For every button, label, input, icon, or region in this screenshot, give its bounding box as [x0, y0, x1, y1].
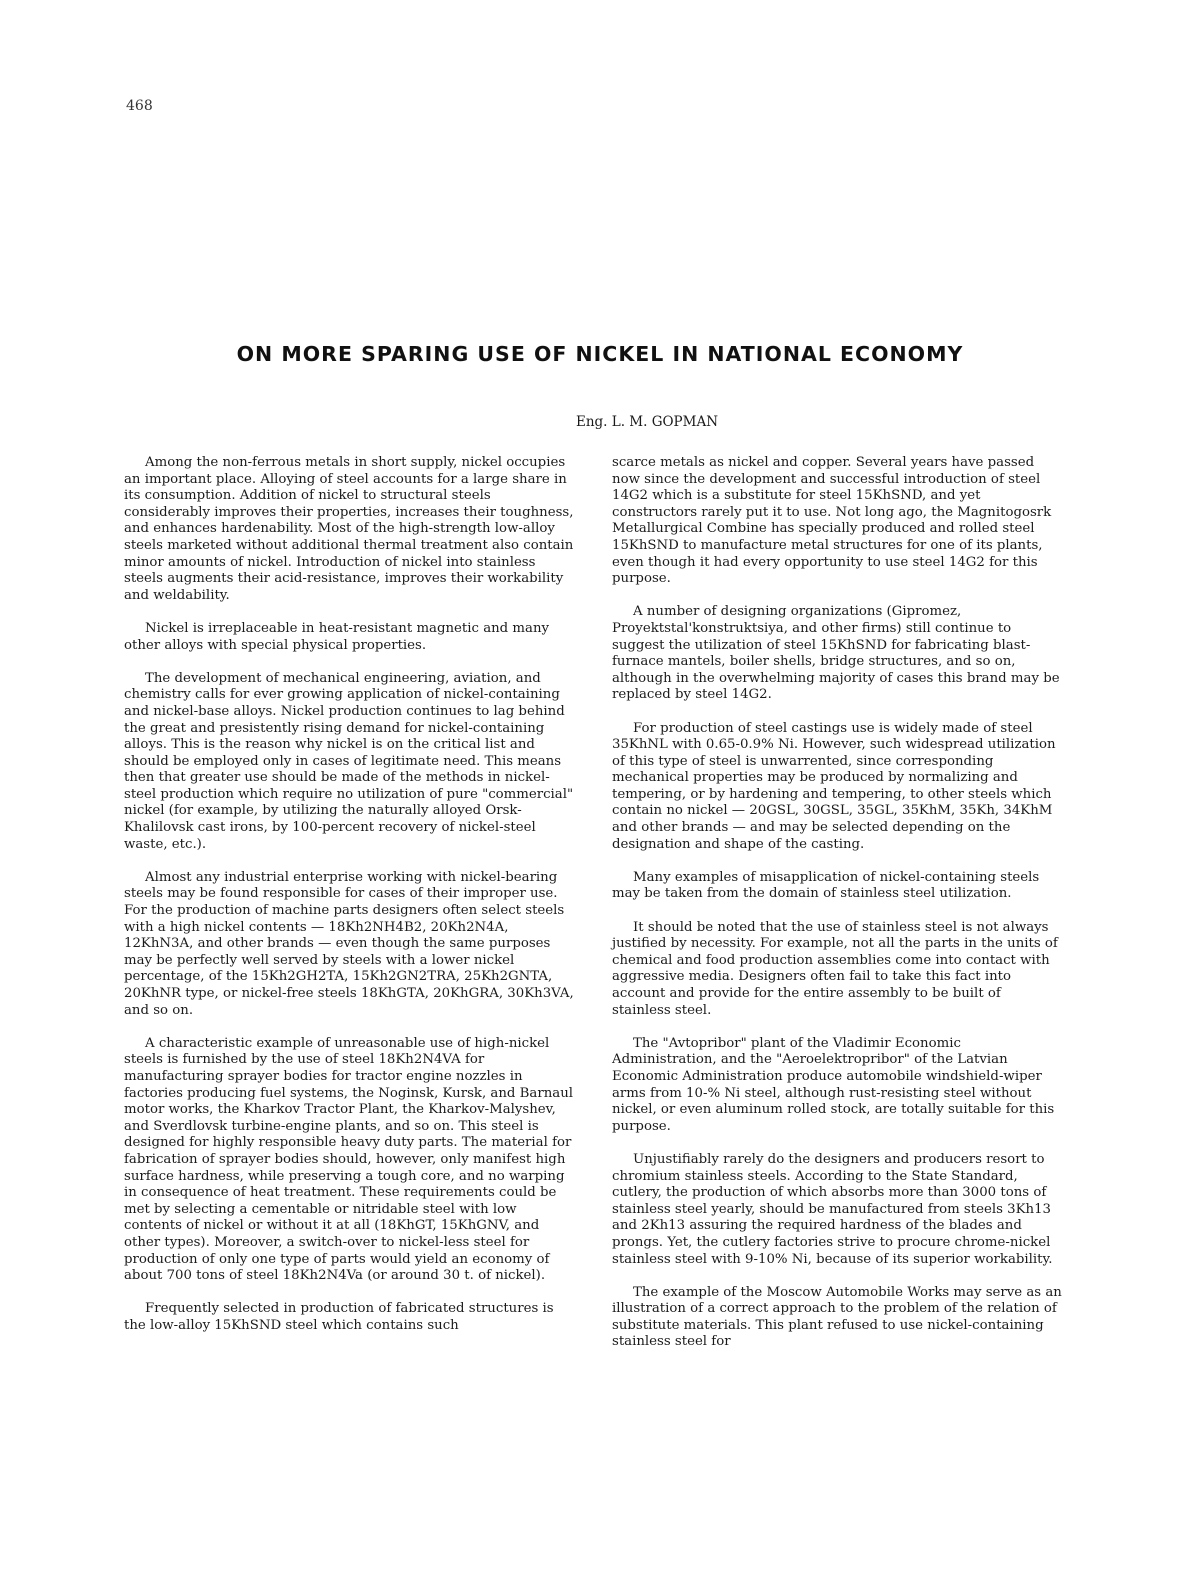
left-column [124, 455, 574, 1334]
paragraph: The example of the Moscow Automobile Works may serve as an illustration of a correct approach to the problem of the relation of substitute materials. This plant refused to use nickel-containing stainless steel for [612, 1284, 1062, 1350]
page-number: 468 [126, 98, 153, 114]
article-title: ON MORE SPARING USE OF NICKEL IN NATIONAL ECONOMY [236, 342, 964, 366]
paragraph: Frequently selected in production of fabricated structures is the low-alloy 15KhSND steel which contains such [124, 1301, 554, 1333]
paragraph-continued: scarce metals as nickel and copper. Several years have passed now since the development and successful introduction of steel 14G2 which is a substitute for steel 15KhSND, and yet constructors rarely put it to use. Not long ago, the Magnitogosrk Metallurgical Combine has specially produced and rolled steel 15KhSND to manufacture metal structures for one of its plants, even though it had every opportunity to use steel 14G2 for this purpose. [612, 455, 1052, 587]
paragraph: It should be noted that the use of stainless steel is not always justified by necessity. For example, not all the parts in the units of chemical and food production assemblies come into contact with aggressive media. Designers often fail to take this fact into account and provide for the entire assembly to be built of stainless steel. [612, 919, 1058, 1018]
paragraph: Among the non-ferrous metals in short supply, nickel occupies an important place. Alloying of steel accounts for a large share in its consumption. Addition of nickel to structural steels considerably improves their properties, increases their toughness, and enhances hardenability. Most of the high-strength low-alloy steels marketed without additional thermal treatment also contain minor amounts of nickel. Introduction of nickel into stainless steels augments their acid-resistance, improves their workability and weldability. [124, 455, 574, 603]
paragraph: Many examples of misapplication of nickel-containing steels may be taken from the domain of stainless steel utilization. [612, 869, 1040, 902]
author-byline [0, 414, 1200, 430]
author-name: Eng. L. M. GOPMAN [575, 414, 719, 430]
paragraph: Nickel is irreplaceable in heat-resistant magnetic and many other alloys with special physical properties. [124, 620, 550, 653]
paragraph: The "Avtopribor" plant of the Vladimir Economic Administration, and the "Aeroelektropribor" of the Latvian Economic Administration produce automobile windshield-wiper arms from 10-% Ni steel, although rust-resisting steel without nickel, or even aluminum rolled stock, are totally suitable for this purpose. [612, 1035, 1055, 1134]
paragraph: Almost any industrial enterprise working with nickel-bearing steels may be found responsible for cases of their improper use. For the production of machine parts designers often select steels with a high nickel contents — 18Kh2NH4B2, 20Kh2N4A, 12KhN3A, and other brands — even though the same purposes may be perfectly well served by steels with a lower nickel percentage, of the 15Kh2GH2TA, 15Kh2GN2TRA, 25Kh2GNTA, 20KhNR type, or nickel-free steels 18KhGTA, 20KhGRA, 30Kh3VA, and so on. [124, 869, 574, 1018]
paragraph: Unjustifiably rarely do the designers and producers resort to chromium stainless steels. According to the State Standard, cutlery, the production of which absorbs more than 3000 tons of stainless steel yearly, should be manufactured from steels 3Kh13 and 2Kh13 assuring the required hardness of the blades and prongs. Yet, the cutlery factories strive to procure chrome-nickel stainless steel with 9-10% Ni, because of its superior workability. [612, 1151, 1053, 1267]
paragraph: A number of designing organizations (Gipromez, Proyektstal'konstruktsiya, and other firms) still continue to suggest the utilization of steel 15KhSND for fabricating blast-furnace mantels, boiler shells, bridge structures, and so on, although in the overwhelming majority of cases this brand may be replaced by steel 14G2. [612, 604, 1060, 703]
paragraph: The development of mechanical engineering, aviation, and chemistry calls for ever growing application of nickel-containing and nickel-base alloys. Nickel production continues to lag behind the great and presistently rising demand for nickel-containing alloys. This is the reason why nickel is on the critical list and should be employed only in cases of legitimate need. This means then that greater use should be made of the methods in nickel-steel production which require no utilization of pure "commercial" nickel (for example, by utilizing the naturally alloyed Orsk-Khalilovsk cast irons, by 100-percent recovery of nickel-steel waste, etc.). [124, 670, 574, 852]
paragraph: For production of steel castings use is widely made of steel 35KhNL with 0.65-0.9% Ni. However, such widespread utilization of this type of steel is unwarrented, since corresponding mechanical properties may be produced by normalizing and tempering, or by hardening and tempering, to other steels which contain no nickel — 20GSL, 30GSL, 35GL, 35KhM, 35Kh, 34KhM and other brands — and may be selected depending on the designation and shape of the casting. [612, 720, 1056, 852]
paragraph: A characteristic example of unreasonable use of high-nickel steels is furnished by the use of steel 18Kh2N4VA for manufacturing sprayer bodies for tractor engine nozzles in factories producing fuel systems, the Noginsk, Kursk, and Barnaul motor works, the Kharkov Tractor Plant, the Kharkov-Malyshev, and Sverdlovsk turbine-engine plants, and so on. This steel is designed for highly responsible heavy duty parts. The material for fabrication of sprayer bodies should, however, only manifest high surface hardness, while preserving a tough core, and no warping in consequence of heat treatment. These requirements could be met by selecting a cementable or nitridable steel with low contents of nickel or without it at all (18KhGT, 15KhGNV, and other types). Moreover, a switch-over to nickel-less steel for production of only one type of parts would yield an economy of about 700 tons of steel 18Kh2N4Va (or around 30 t. of nickel). [124, 1035, 574, 1284]
right-column [612, 455, 1062, 1351]
